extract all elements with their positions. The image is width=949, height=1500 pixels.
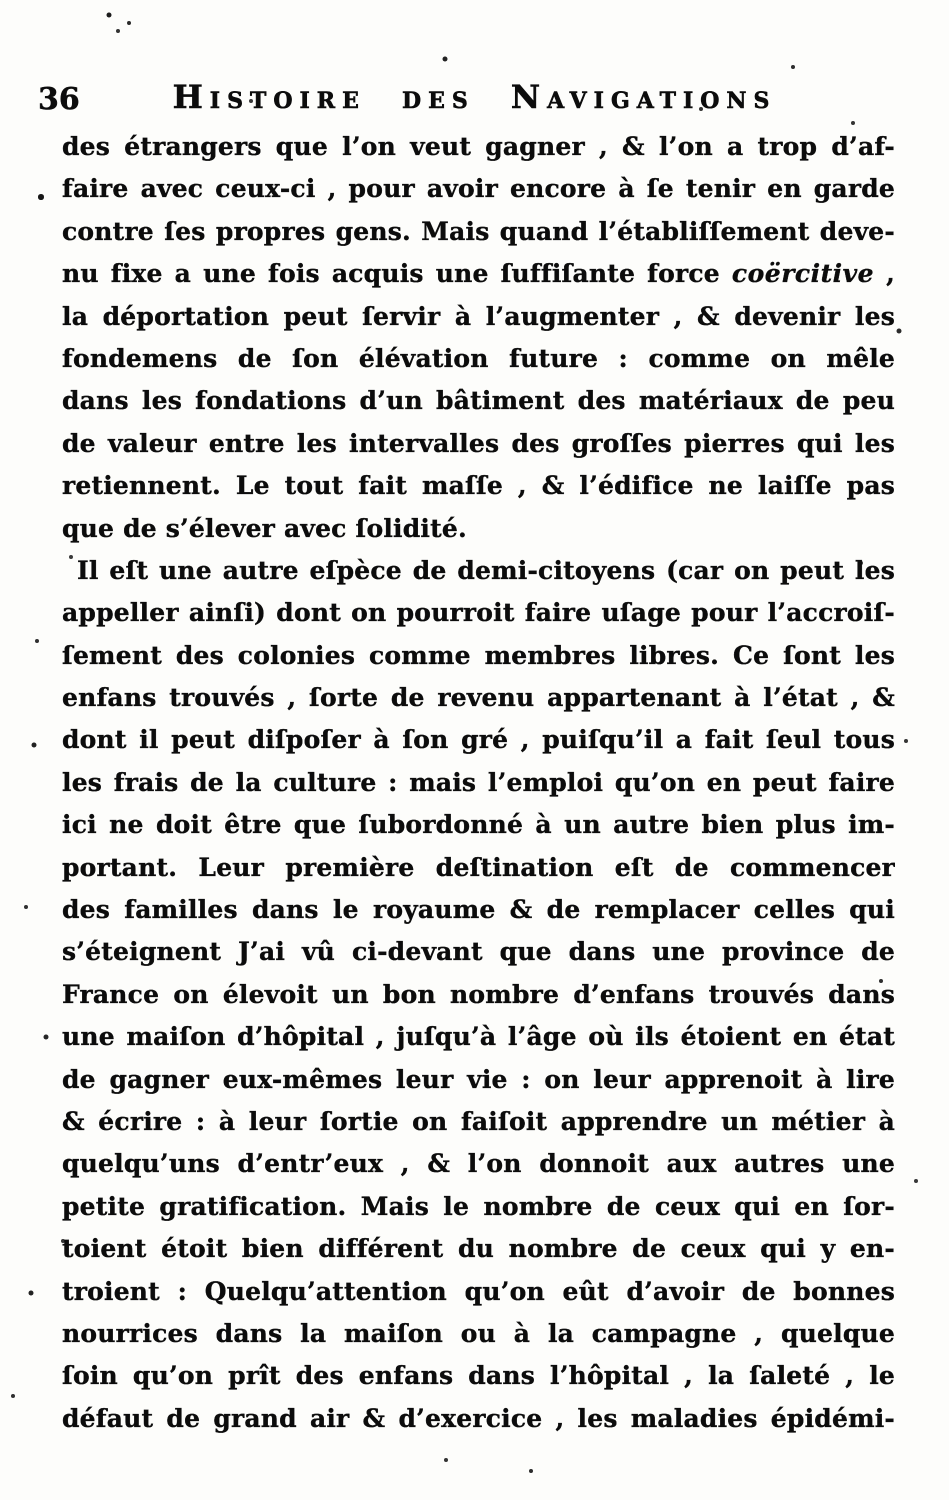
text-line: les frais de la culture : mais l’emploi qu’on en peut faire xyxy=(62,767,895,797)
text-line: petite gratification. Mais le nombre de ceux qui en ſor- xyxy=(62,1191,895,1221)
text-block xyxy=(62,126,895,1440)
text-line: Il eſt une autre eſpèce de demi-citoyens (car on peut les xyxy=(77,555,895,585)
text-line: dans les fondations d’un bâtiment des matériaux de peu xyxy=(62,386,895,416)
text-line: de gagner eux-mêmes leur vie : on leur apprenoit à lire xyxy=(62,1064,895,1094)
text-line: ici ne doit être que ſubordonné à un autre bien plus im- xyxy=(62,810,895,840)
text-line: retiennent. Le tout fait maſſe , & l’édifice ne laiſſe pas xyxy=(62,471,895,501)
text-line: ſement des colonies comme membres libres. Ce ſont les xyxy=(62,640,895,670)
scan-noise xyxy=(0,0,2,2)
text-line: de valeur entre les intervalles des groſſes pierres qui les xyxy=(62,428,895,458)
text-line: France on élevoit un bon nombre d’enfans trouvés dans xyxy=(62,979,895,1009)
text-line: nourrices dans la maiſon ou à la campagne , quelque xyxy=(62,1318,895,1348)
running-title: Histoire des Navigations xyxy=(172,78,777,116)
text-line: contre ſes propres gens. Mais quand l’établiſſement deve- xyxy=(62,216,895,246)
text-line: défaut de grand air & d’exercice , les maladies épidémi- xyxy=(62,1403,895,1433)
text-line: une maiſon d’hôpital , juſqu’à l’âge où ils étoient en état xyxy=(62,1022,895,1052)
page-number: 36 xyxy=(38,82,80,117)
text-line: nu fixe a une fois acquis une ſuffiſante force coërcitive , xyxy=(62,259,895,289)
text-line: & écrire : à leur ſortie on faiſoit apprendre un métier à xyxy=(62,1106,895,1136)
text-line: s’éteignent J’ai vû ci-devant que dans une province de xyxy=(62,937,895,967)
text-line: ſoin qu’on prît des enfans dans l’hôpital , la ſaleté , le xyxy=(62,1361,895,1391)
text-line: dont il peut diſpoſer à ſon gré , puiſqu’il a fait ſeul tous xyxy=(62,725,895,755)
text-line: faire avec ceux-ci , pour avoir encore à ſe tenir en garde xyxy=(62,174,895,204)
text-line: des familles dans le royaume & de remplacer celles qui xyxy=(62,895,895,925)
text-line: quelqu’uns d’entr’eux , & l’on donnoit aux autres une xyxy=(62,1149,895,1179)
text-line: portant. Leur première deſtination eſt de commencer xyxy=(62,852,895,882)
text-line: appeller ainſi) dont on pourroit faire uſage pour l’accroiſ- xyxy=(62,598,895,628)
text-line: enfans trouvés , ſorte de revenu appartenant à l’état , & xyxy=(62,683,895,713)
text-line: troient : Quelqu’attention qu’on eût d’avoir de bonnes xyxy=(62,1276,895,1306)
text-line: que de s’élever avec ſolidité. xyxy=(62,513,467,543)
text-line: fondemens de ſon élévation future : comme on mêle xyxy=(62,343,895,373)
page-header xyxy=(0,78,949,124)
text-line: la déportation peut ſervir à l’augmenter , & devenir les xyxy=(62,301,895,331)
text-line: toient étoit bien différent du nombre de ceux qui y en- xyxy=(62,1234,895,1264)
text-line: des étrangers que l’on veut gagner , & l’on a trop d’af- xyxy=(62,132,895,161)
